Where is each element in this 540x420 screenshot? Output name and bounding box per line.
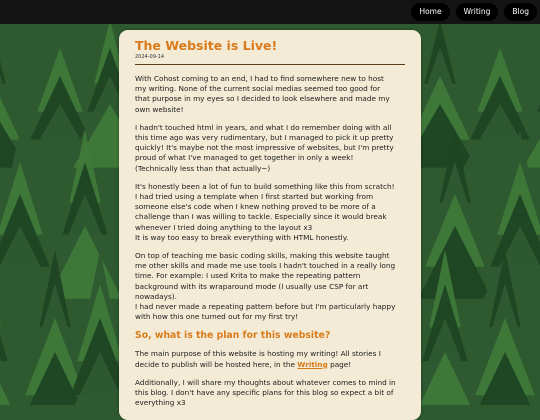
section-heading: So, what is the plan for this website? (135, 330, 331, 342)
text-line: Additionally, I will share my thoughts about whatever comes to mind in (135, 377, 396, 387)
text-line: this time ago was very rudimentary, but I managed to pick it up pretty (135, 133, 394, 143)
text-fragment: page! (330, 359, 352, 369)
text-line: nowadays). (135, 291, 177, 301)
nav-links (411, 3, 537, 21)
text-line: background with its wraparound mode (I usually use CSP for art (135, 281, 369, 291)
text-line: challenge than I was willing to tackle. Especially since it would break (135, 212, 387, 222)
text-line: own website! (135, 104, 184, 114)
text-line: On top of teaching me basic coding skills, making this website taught (135, 251, 390, 261)
text-line: With Cohost coming to an end, I had to find somewhere new to host (135, 74, 384, 83)
top-nav-bar (0, 0, 540, 24)
text-line: someone else's code when I knew nothing proved to be more of a (135, 202, 376, 212)
paragraph-intro (135, 74, 407, 115)
text-line: time. For example: I used Krita to make the repeating pattern (135, 271, 361, 281)
text-line: It is way too easy to break everything with HTML honestly. (135, 232, 349, 242)
text-line: whenever I tried doing anything to the layout x3 (135, 222, 313, 232)
text-line: I had never made a repeating pattern before but I'm particularly happy (135, 302, 396, 312)
text-line: (Technically less than that actually~) (135, 163, 271, 173)
text-line: quickly! It's maybe not the most impressive of websites, but I'm pretty (135, 143, 394, 153)
paragraph-fun (135, 182, 407, 243)
post-title: The Website is Live! (135, 38, 278, 53)
nav-home-button[interactable]: Home (411, 3, 449, 21)
text-line: The main purpose of this website is hosting my writing! All stories I (135, 349, 381, 359)
post-date: 2024-09-14 (135, 54, 165, 60)
paragraph-html (135, 123, 407, 174)
text-line: I hadn't touched html in years, and what I do remember doing with all (135, 122, 392, 132)
writing-page-link[interactable]: Writing (297, 359, 328, 369)
text-line: me other skills and made me use tools I hadn't touched in a really long (135, 261, 396, 271)
paragraph-purpose (135, 349, 407, 369)
text-line: with how this one turned out for my first try! (135, 312, 299, 322)
text-line: that purpose in my eyes so I decided to look elsewhere and made my (135, 94, 390, 104)
text-line: this blog. I don't have any specific plans for this blog so expect a bit of (135, 388, 394, 398)
nav-blog-button[interactable]: Blog (504, 3, 537, 21)
paragraph-skills (135, 251, 407, 322)
blog-post-card (119, 30, 421, 420)
text-line (135, 360, 407, 370)
text-line: It's honestly been a lot of fun to build something like this from scratch! (135, 181, 395, 191)
text-line: I had tried using a template when I first started but working from (135, 192, 374, 202)
post-body (135, 74, 407, 416)
text-fragment: decide to publish will be hosted here, in the (135, 359, 295, 369)
text-line: my writing. None of the current social medias seemed too good for (135, 84, 381, 94)
text-line: proud of what I've managed to get together in only a week! (135, 153, 354, 163)
text-line: everything x3 (135, 398, 186, 408)
title-divider (135, 64, 405, 65)
paragraph-blog (135, 378, 407, 409)
nav-writing-button[interactable]: Writing (456, 3, 499, 21)
